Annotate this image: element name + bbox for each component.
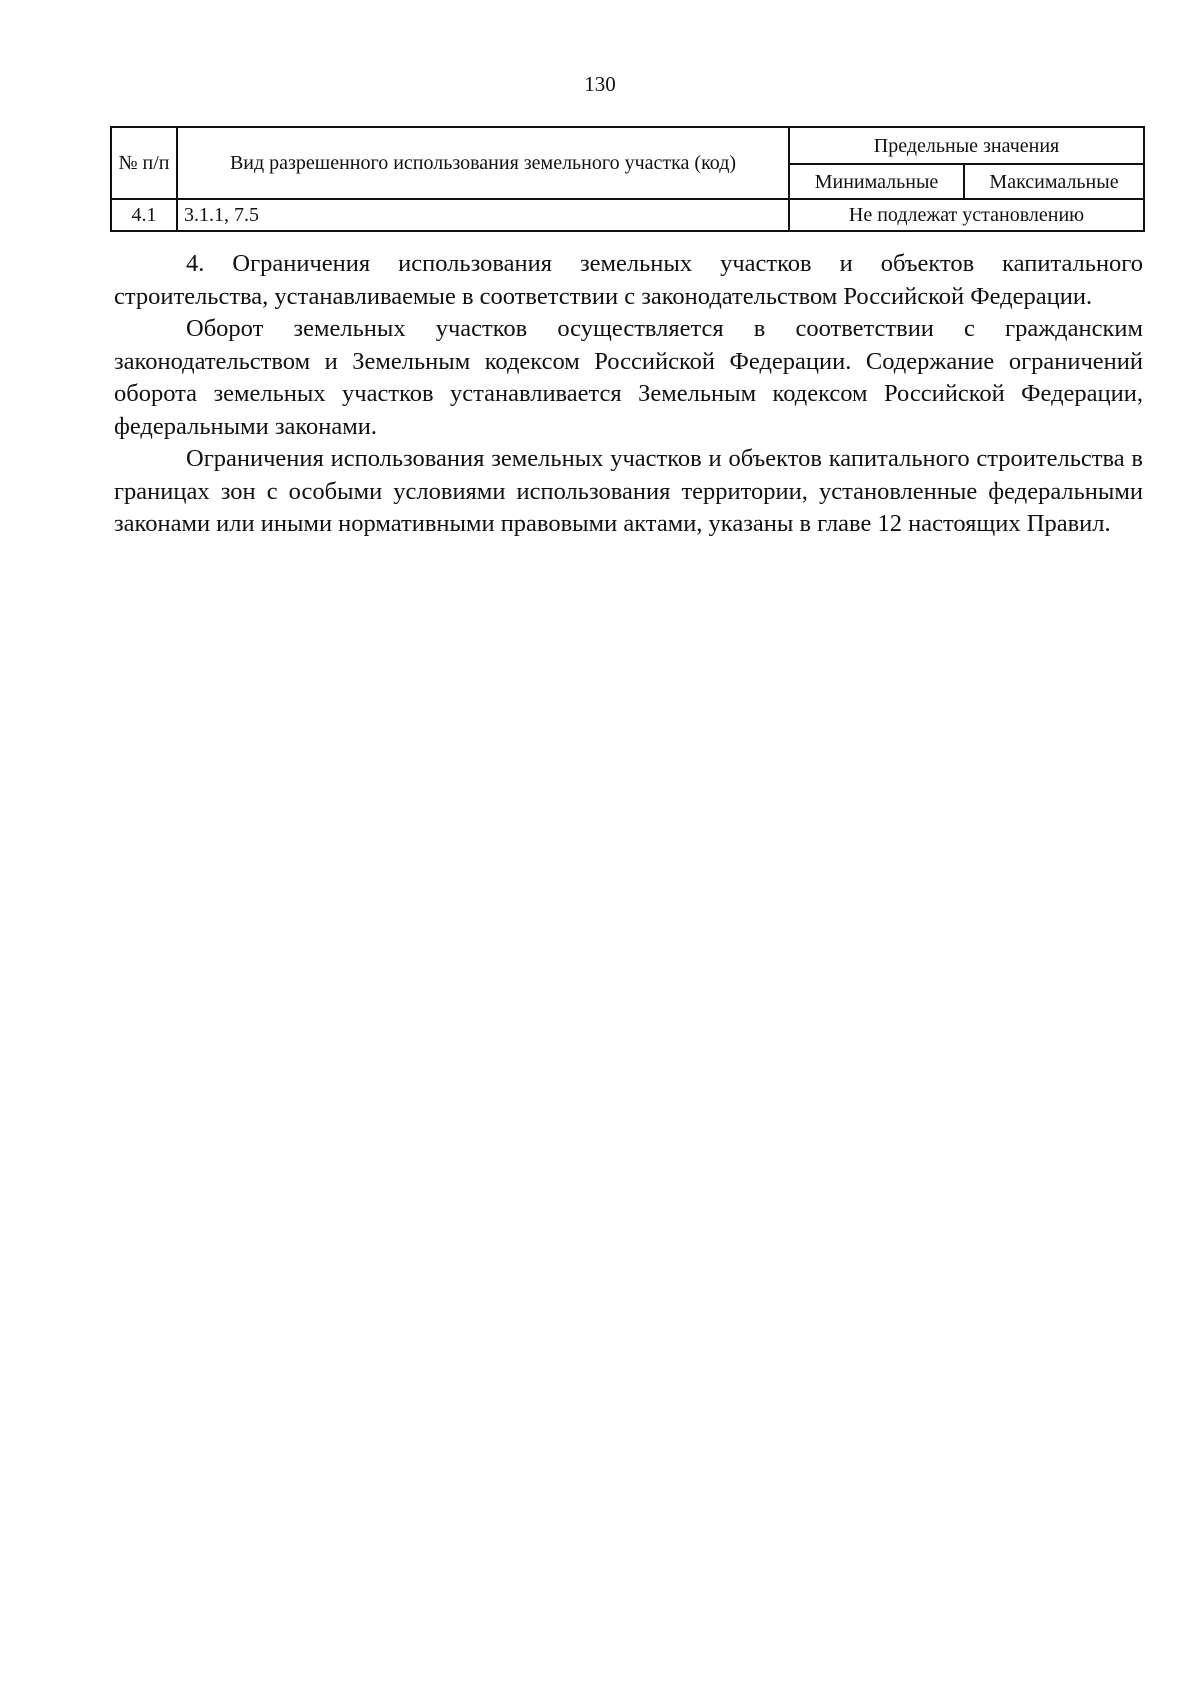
header-limit-values: Предельные значения — [789, 127, 1144, 164]
header-land-use-type: Вид разрешенного использования земельного участка (код) — [177, 127, 789, 199]
header-num: № п/п — [111, 127, 177, 199]
body-text — [114, 248, 1143, 541]
paragraph-land-turnover: Оборот земельных участков осуществляется в соответствии с гражданским законодательством и Земельным кодексом Российской Федерации. Содержание ограничений оборота земельных участков устанавливается Земельным кодексом Российской Федерации, федеральными законами. — [114, 315, 1143, 440]
row-codes: 3.1.1, 7.5 — [177, 199, 789, 231]
page-number: 130 — [584, 72, 616, 96]
header-min: Минимальные — [789, 164, 964, 199]
row-num: 4.1 — [111, 199, 177, 231]
paragraph-special-zones: Ограничения использования земельных участков и объектов капитального строительства в границах зон с особыми условиями использования территории, установленные федеральными законами или иными нормативными правовыми актами, указаны в главе 12 настоящих Правил. — [114, 445, 1143, 537]
table-row — [111, 199, 1144, 231]
limits-table — [110, 126, 1145, 232]
row-value: Не подлежат установлению — [789, 199, 1144, 231]
header-max: Максимальные — [964, 164, 1144, 199]
paragraph-restrictions-heading: 4. Ограничения использования земельных участков и объектов капитального строительства, устанавливаемые в соответствии с законодательством Российской Федерации. — [114, 250, 1143, 310]
